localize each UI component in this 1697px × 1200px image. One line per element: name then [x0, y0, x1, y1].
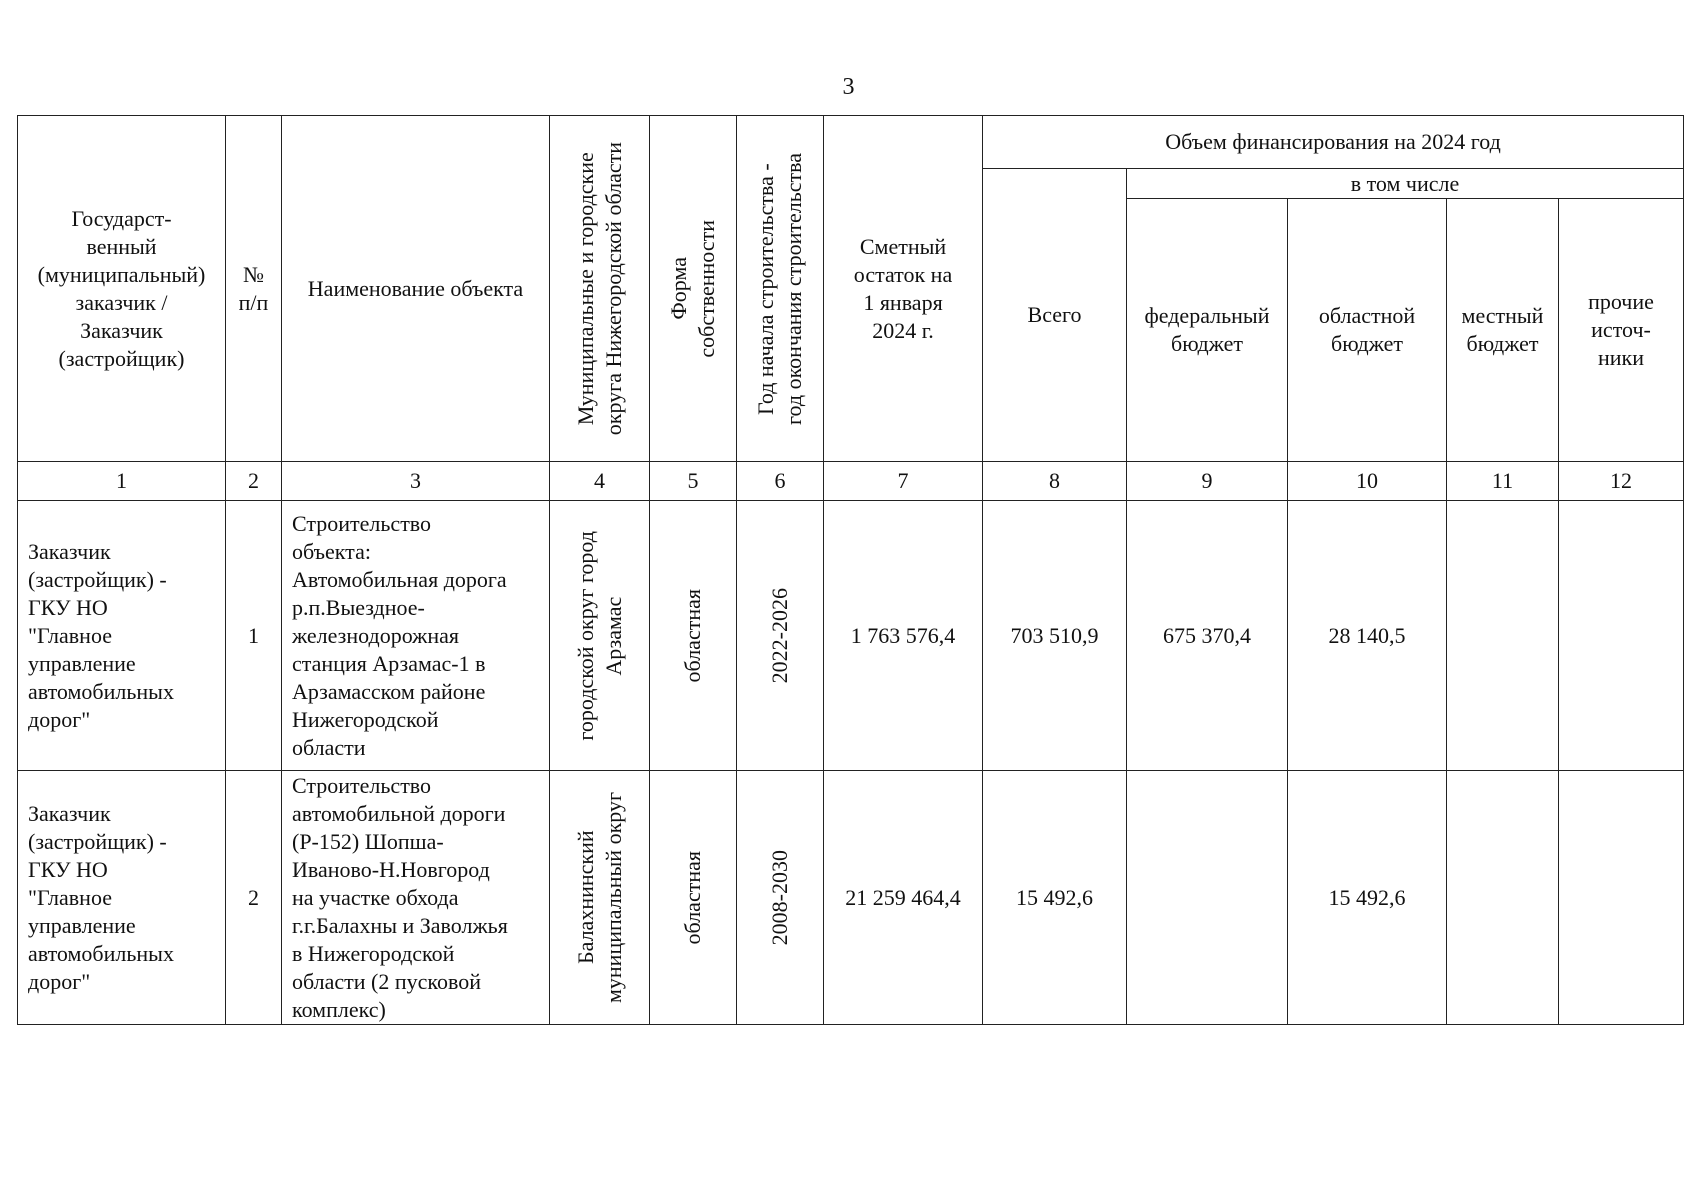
financing-table-container	[17, 115, 1683, 1023]
header-federal: федеральный бюджет	[1127, 199, 1288, 462]
header-customer: Государст- венный (муниципальный) заказчик / Заказчик (застройщик)	[18, 116, 226, 462]
header-total: Всего	[983, 169, 1127, 462]
column-number: 4	[550, 462, 650, 501]
customer-cell: Заказчик (застройщик) - ГКУ НО "Главное управление автомобильных дорог"	[18, 501, 226, 771]
object-name-cell: Строительство автомобильной дороги (Р-152) Шопша- Иваново-Н.Новгород на участке обхода г.г.Балахны и Заволжья в Нижегородской области (2 пусковой комплекс)	[282, 771, 550, 1025]
row-number-cell: 2	[226, 771, 282, 1025]
federal-cell: 675 370,4	[1127, 501, 1288, 771]
row-number-cell: 1	[226, 501, 282, 771]
other-cell	[1559, 501, 1684, 771]
ownership-cell: областная	[650, 771, 737, 1025]
header-years: Год начала строительства - год окончания строительства	[737, 116, 824, 462]
header-ownership: Форма собственности	[650, 116, 737, 462]
column-number: 3	[282, 462, 550, 501]
header-including: в том числе	[1127, 169, 1684, 199]
regional-cell: 15 492,6	[1288, 771, 1447, 1025]
total-cell: 703 510,9	[983, 501, 1127, 771]
other-cell	[1559, 771, 1684, 1025]
column-number: 7	[824, 462, 983, 501]
column-number: 10	[1288, 462, 1447, 501]
column-number: 2	[226, 462, 282, 501]
column-number-row	[18, 462, 1684, 501]
header-regional: областной бюджет	[1288, 199, 1447, 462]
column-number: 6	[737, 462, 824, 501]
estimate-cell: 21 259 464,4	[824, 771, 983, 1025]
header-financing-title: Объем финансирования на 2024 год	[983, 116, 1684, 169]
header-other: прочие источ- ники	[1559, 199, 1684, 462]
object-name-cell: Строительство объекта: Автомобильная дорога р.п.Выездное- железнодорожная станция Арзамас-1 в Арзамасском районе Нижегородской области	[282, 501, 550, 771]
column-number: 12	[1559, 462, 1684, 501]
years-cell: 2008-2030	[737, 771, 824, 1025]
years-cell: 2022-2026	[737, 501, 824, 771]
header-object-name: Наименование объекта	[282, 116, 550, 462]
header-row-1	[18, 116, 1684, 169]
local-cell	[1447, 501, 1559, 771]
federal-cell	[1127, 771, 1288, 1025]
column-number: 11	[1447, 462, 1559, 501]
table-row	[18, 501, 1684, 771]
district-cell: Балахнинский муниципальный округ	[550, 771, 650, 1025]
header-district: Муниципальные и городские округа Нижегородской области	[550, 116, 650, 462]
financing-table	[17, 115, 1684, 1025]
page-number: 3	[842, 74, 855, 100]
header-local: местный бюджет	[1447, 199, 1559, 462]
header-number: № п/п	[226, 116, 282, 462]
local-cell	[1447, 771, 1559, 1025]
customer-cell: Заказчик (застройщик) - ГКУ НО "Главное управление автомобильных дорог"	[18, 771, 226, 1025]
table-row	[18, 771, 1684, 1025]
column-number: 8	[983, 462, 1127, 501]
ownership-cell: областная	[650, 501, 737, 771]
column-number: 9	[1127, 462, 1288, 501]
total-cell: 15 492,6	[983, 771, 1127, 1025]
header-estimate: Сметный остаток на 1 января 2024 г.	[824, 116, 983, 462]
regional-cell: 28 140,5	[1288, 501, 1447, 771]
column-number: 5	[650, 462, 737, 501]
estimate-cell: 1 763 576,4	[824, 501, 983, 771]
district-cell: городской округ город Арзамас	[550, 501, 650, 771]
column-number: 1	[18, 462, 226, 501]
